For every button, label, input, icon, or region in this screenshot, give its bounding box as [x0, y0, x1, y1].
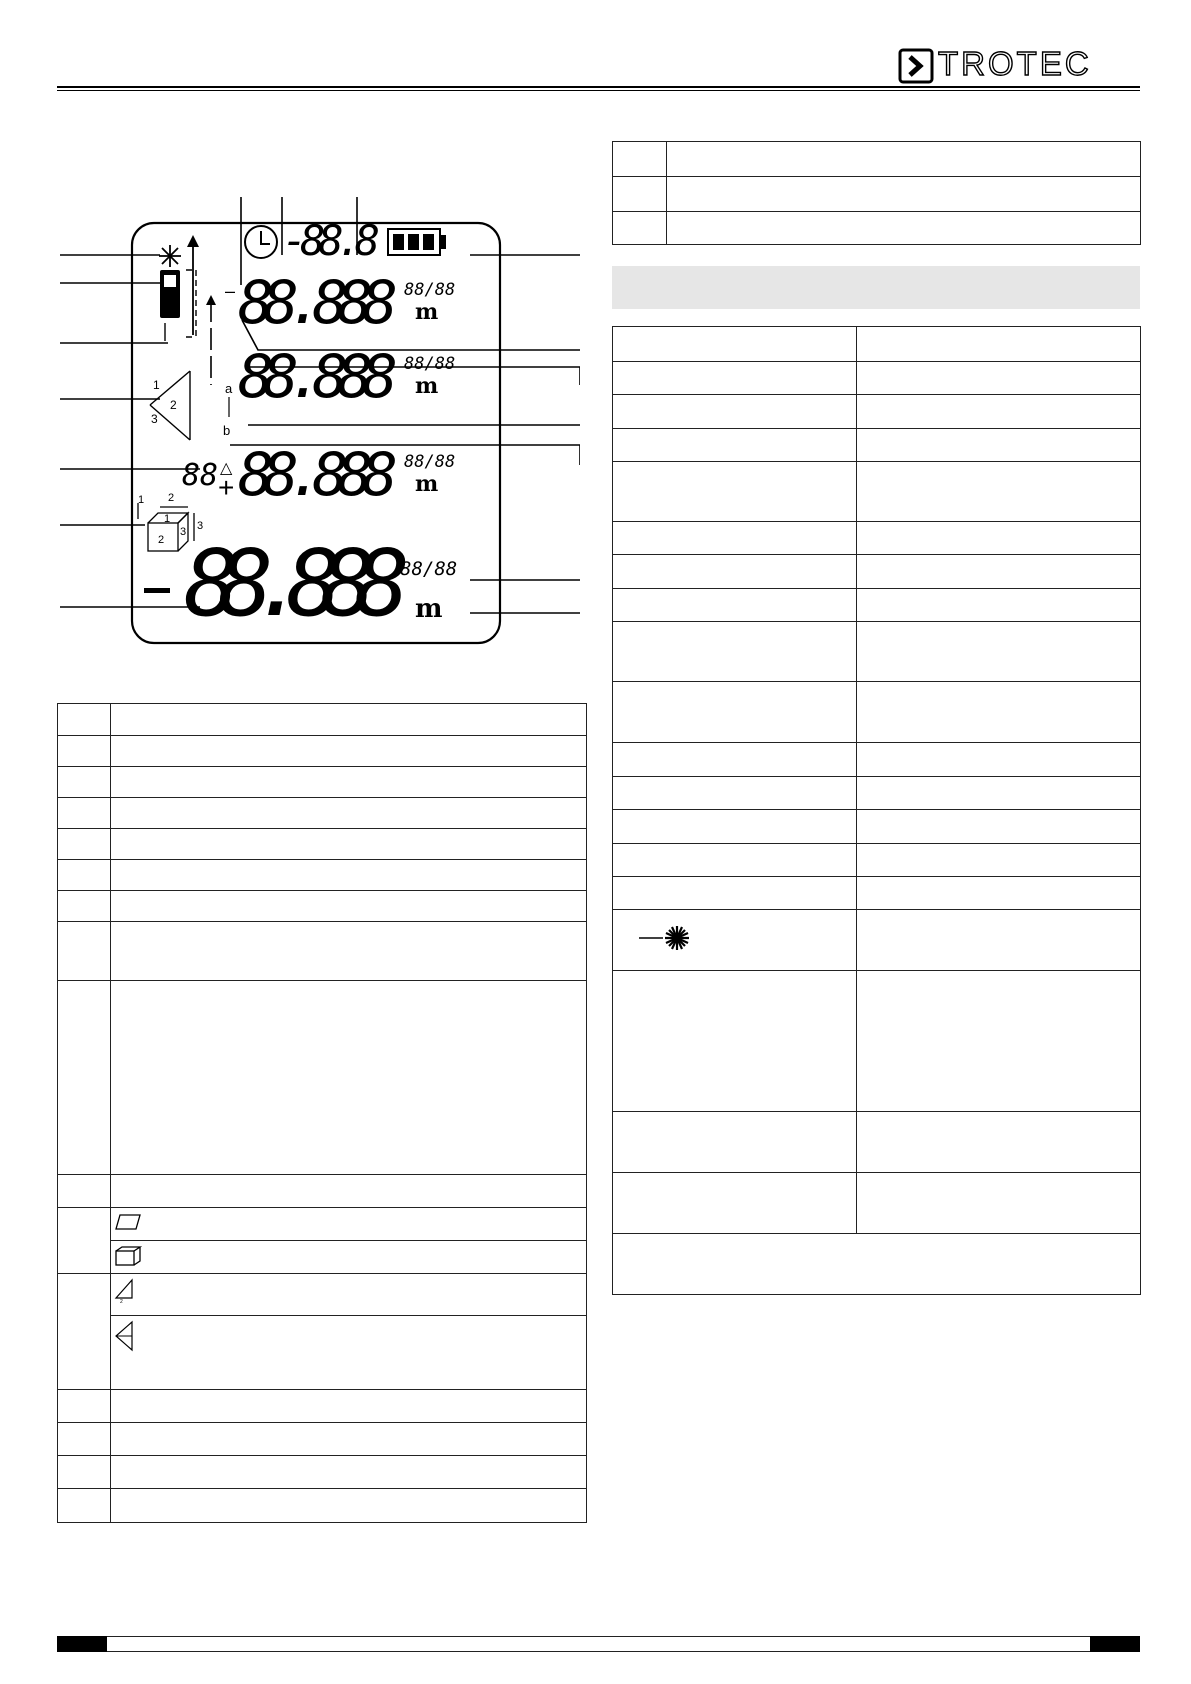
table-row	[613, 743, 1141, 777]
row-number-cell	[58, 1274, 111, 1390]
svg-text:2: 2	[168, 492, 175, 504]
row-number-cell	[58, 1208, 111, 1274]
table-row	[58, 798, 587, 829]
table-row	[58, 981, 587, 1175]
row-number-cell	[58, 1489, 111, 1523]
svg-text:+: +	[218, 472, 235, 503]
table-row	[613, 810, 1141, 844]
device-reference-icon	[160, 270, 180, 318]
row-description-cell	[111, 1175, 587, 1208]
main-minus-sign	[144, 588, 170, 593]
row-description-cell	[111, 891, 587, 922]
svg-text:88/88: 88/88	[404, 452, 456, 472]
svg-text:–: –	[225, 281, 236, 301]
row-description-cell	[111, 1390, 587, 1423]
svg-text:b: b	[223, 423, 231, 438]
svg-text:88/88: 88/88	[400, 558, 458, 580]
row-description-cell	[111, 1456, 587, 1489]
row-number-cell	[58, 829, 111, 860]
pythagoras-single-icon	[114, 1278, 136, 1309]
row-description-cell	[111, 981, 587, 1175]
logo-text: TROTEC	[938, 45, 1092, 82]
svg-text:88.888: 88.888	[184, 530, 410, 637]
table-row	[58, 922, 587, 981]
laser-icon	[159, 245, 181, 267]
footer-right-block	[1090, 1636, 1140, 1652]
row-description-cell	[111, 829, 587, 860]
row-description-cell	[111, 1208, 587, 1241]
svg-text:2: 2	[170, 398, 177, 412]
table-row	[58, 736, 587, 767]
svg-text:88.888: 88.888	[238, 268, 398, 338]
table-row	[58, 1423, 587, 1456]
svg-text:a: a	[225, 381, 233, 396]
volume-icon	[114, 1245, 142, 1272]
table-row	[613, 395, 1141, 429]
row-number-cell	[58, 767, 111, 798]
table-row	[58, 1175, 587, 1208]
svg-text:1: 1	[164, 513, 171, 525]
table-row	[613, 682, 1141, 743]
table-row	[613, 777, 1141, 810]
arrow-up-small-icon	[206, 295, 216, 385]
arrow-up-icon	[187, 235, 199, 335]
table-row	[613, 142, 1141, 177]
svg-text:3: 3	[180, 526, 187, 538]
table-row	[58, 1489, 587, 1523]
svg-text:88.888: 88.888	[238, 342, 398, 412]
laser-warning-icon	[637, 918, 697, 958]
table-row	[613, 429, 1141, 462]
row-number-cell	[58, 798, 111, 829]
row-number-cell	[58, 891, 111, 922]
table-row	[58, 1390, 587, 1423]
row-number-cell	[58, 860, 111, 891]
table-row	[58, 1456, 587, 1489]
table-row	[613, 1234, 1141, 1295]
table-row	[613, 462, 1141, 522]
table-row	[613, 327, 1141, 362]
table-row	[613, 1173, 1141, 1234]
row-description-cell	[111, 704, 587, 736]
row-number-cell	[58, 736, 111, 767]
table-row	[613, 844, 1141, 877]
battery-icon	[388, 229, 446, 255]
svg-text:3: 3	[197, 520, 204, 532]
svg-text:1: 1	[138, 494, 145, 506]
svg-text:m: m	[415, 299, 439, 325]
row-number-cell	[58, 1423, 111, 1456]
row-description-cell	[111, 860, 587, 891]
row-description-cell	[111, 1241, 587, 1274]
table-row	[58, 767, 587, 798]
row-description-cell	[111, 1489, 587, 1523]
row-description-cell	[111, 767, 587, 798]
table-row	[613, 177, 1141, 212]
svg-text:1: 1	[153, 378, 160, 392]
trotec-logo	[898, 45, 1143, 84]
table-row	[58, 1208, 587, 1241]
table-row	[58, 891, 587, 922]
row-number-cell	[58, 704, 111, 736]
table-row	[613, 877, 1141, 910]
row-description-cell	[111, 1423, 587, 1456]
logo-chevron-icon	[898, 48, 936, 84]
symbol-table-left	[57, 703, 587, 1523]
svg-text:-88.8: -88.8	[282, 216, 380, 265]
header-rule	[57, 86, 1140, 91]
row-number-cell	[58, 1456, 111, 1489]
row-number-cell	[58, 1390, 111, 1423]
row-number-cell	[58, 922, 111, 981]
table-row	[58, 1316, 587, 1390]
svg-text:m: m	[415, 594, 443, 624]
table-row	[58, 860, 587, 891]
row-description-cell	[111, 798, 587, 829]
technical-data-table	[612, 326, 1141, 1295]
row-number-cell	[58, 981, 111, 1175]
table-row	[613, 589, 1141, 622]
table-row	[613, 910, 1141, 971]
table-row	[58, 1241, 587, 1274]
row-description-cell	[111, 1316, 587, 1390]
table-row	[613, 212, 1141, 245]
page-footer	[57, 1636, 1140, 1652]
svg-text:88.888: 88.888	[238, 440, 398, 510]
svg-text:88: 88	[182, 458, 219, 493]
row-description-cell	[111, 736, 587, 767]
section-heading-bar	[612, 266, 1140, 309]
svg-text:2: 2	[158, 534, 165, 546]
clock-icon	[245, 226, 277, 258]
svg-text:△: △	[220, 460, 233, 477]
row-description-cell	[111, 1274, 587, 1316]
footer-left-block	[57, 1636, 107, 1652]
row-number-cell	[58, 1175, 111, 1208]
table-row	[58, 829, 587, 860]
svg-text:88/88: 88/88	[404, 354, 456, 374]
svg-text:3: 3	[151, 412, 158, 426]
area-icon	[114, 1212, 142, 1237]
info-table-right-top	[612, 141, 1141, 245]
table-row	[613, 622, 1141, 682]
table-row	[613, 971, 1141, 1112]
svg-text:m: m	[415, 373, 439, 399]
table-row	[58, 704, 587, 736]
table-row	[613, 555, 1141, 589]
row-description-cell	[111, 922, 587, 981]
table-row	[58, 1274, 587, 1316]
lcd-display-diagram	[60, 195, 580, 665]
pythagoras-double-icon	[114, 1320, 136, 1357]
table-row	[613, 362, 1141, 395]
svg-text:88/88: 88/88	[404, 280, 456, 300]
svg-text:2: 2	[120, 1299, 123, 1304]
table-row	[613, 1112, 1141, 1173]
svg-text:m: m	[415, 471, 439, 497]
table-row	[613, 522, 1141, 555]
